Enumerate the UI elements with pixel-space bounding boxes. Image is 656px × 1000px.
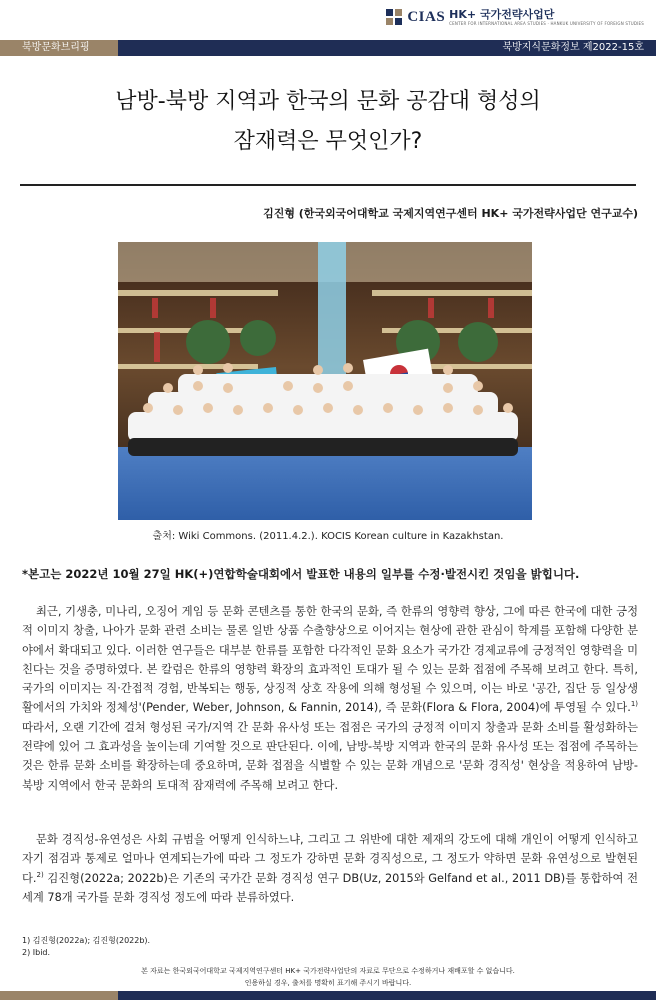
series-label: 북방문화브리핑 (0, 40, 118, 56)
footnote-2: 2) Ibid. (22, 948, 51, 957)
disclaimer-line-2: 인용하실 경우, 출처를 명확히 표기해 주시기 바랍니다. (244, 979, 412, 987)
disclaimer-line-1: 본 자료는 한국외국어대학교 국제지역연구센터 HK+ 국가전략사업단의 자료로 무단으로 수정하거나 재배포할 수 없습니다. (141, 967, 515, 975)
brand-sub: CENTER FOR INTERNATIONAL AREA STUDIES · HANKUK UNIVERSITY OF FOREIGN STUDIES (449, 20, 644, 26)
footnotes (22, 935, 150, 959)
brand-name: HK+ 국가전략사업단 (449, 7, 555, 21)
event-photo (118, 242, 532, 520)
footer-bar (0, 991, 656, 1000)
body-paragraph-1 (22, 602, 638, 795)
footnote-1: 1) 김진형(2022a); 김진형(2022b). (22, 936, 151, 945)
header-bar (0, 40, 656, 56)
photo-caption: 출처: Wiki Commons. (2011.4.2.). KOCIS Korean culture in Kazakhstan. (152, 531, 504, 542)
publication-note: *본고는 2022년 10월 27일 HK(+)연합학술대회에서 발표한 내용의 일부를 수정·발전시킨 것임을 밝힙니다. (22, 567, 580, 581)
footer-bar-right (118, 991, 656, 1000)
brand-abbr: CIAS (407, 8, 446, 25)
para2-text-b: 김진형(2022a; 2022b)은 기존의 국가간 문화 경직성 연구 DB(Uz, 2015와 Gelfand et al., 2011 DB)를 통합하여 전 세계 78개 국가를 문화 경직성 정도에 따라 분류하였다. (22, 871, 638, 904)
para1-text-a: 최근, 기생충, 미나리, 오징어 게임 등 문화 콘텐츠를 통한 한국의 문화, 즉 한류의 영향력 향상, 그에 따른 한국에 대한 긍정적 이미지 창출, 나아가 문화 관련 소비는 물론 일반 상품 수출향상으로 이어지는 현상에 관한 관심이 학계를 포함해 다양한 분야에서 확대되고 있다. 이러한 연구들은 대부분 한류를 포함한 다각적인 문화 요소가 국가간 경제교류에 긍정적인 영향력을 미친다는 것을 증명하였다. 본 칼럼은 한류의 영향력 확장의 효과적인 토대가 될 수 있는 문화 접점에 주목해 보려고 한다. 특히, 국가의 이미지는 직·간접적 경험, 반복되는 행동, 상징적 상호 작용에 의해 형성될 수 있으며, 이는 바로 '공간, 집단 등 일상생활에서의 가치와 정체성'(Pender, Weber, Johnson, & Fannin, 2014), 즉 문화(Flora & Flora, 2004)에 투영될 수 있다. (22, 605, 638, 715)
body-paragraph-2 (22, 830, 638, 907)
para1-text-b: 따라서, 오랜 기간에 걸쳐 형성된 국가/지역 간 문화 유사성 또는 접점은 국가의 긍정적 이미지 창출과 문화 소비를 활성화하는 전략에 있어 그 효과성을 높이는데 기여할 것으로 판단된다. 이에, 남방-북방 지역과 한국의 문화 유사성 또는 접점에 주목하는 것은 한류 문화 소비를 확장하는데 중요하며, 문화 접점을 식별할 수 있는 문화 개념으로 '문화 경직성' 현상을 적용하여 남방-북방 지역에서 한국 문화의 토대적 잠재력에 주목해 보려고 한다. (22, 720, 638, 792)
title-line-1: 남방-북방 지역과 한국의 문화 공감대 형성의 (115, 89, 541, 114)
footnote-ref-1: 1) (630, 700, 638, 709)
cias-logo-icon (385, 8, 403, 26)
para2-text-a: 문화 경직성-유연성은 사회 규범을 어떻게 인식하느냐, 그리고 그 위반에 대한 제재의 강도에 대해 개인이 어떻게 인식하고 자기 점검과 통제로 얼마나 연계되는가에 따라 그 정도가 강하면 문화 경직성으로, 그 정도가 약하면 문화 유연성으로 발현된다. (22, 833, 638, 885)
author-line: 김진형 (한국외국어대학교 국제지역연구센터 HK+ 국가전략사업단 연구교수) (263, 207, 638, 220)
footnote-ref-2: 2) (36, 870, 44, 879)
issue-label: 북방지식문화정보 제2022-15호 (118, 40, 656, 56)
title-line-2: 잠재력은 무엇인가? (233, 129, 423, 154)
copyright-disclaimer (0, 965, 656, 989)
page-title (0, 82, 656, 162)
brand-logo (385, 8, 644, 26)
title-divider (20, 184, 636, 186)
footer-bar-left (0, 991, 118, 1000)
